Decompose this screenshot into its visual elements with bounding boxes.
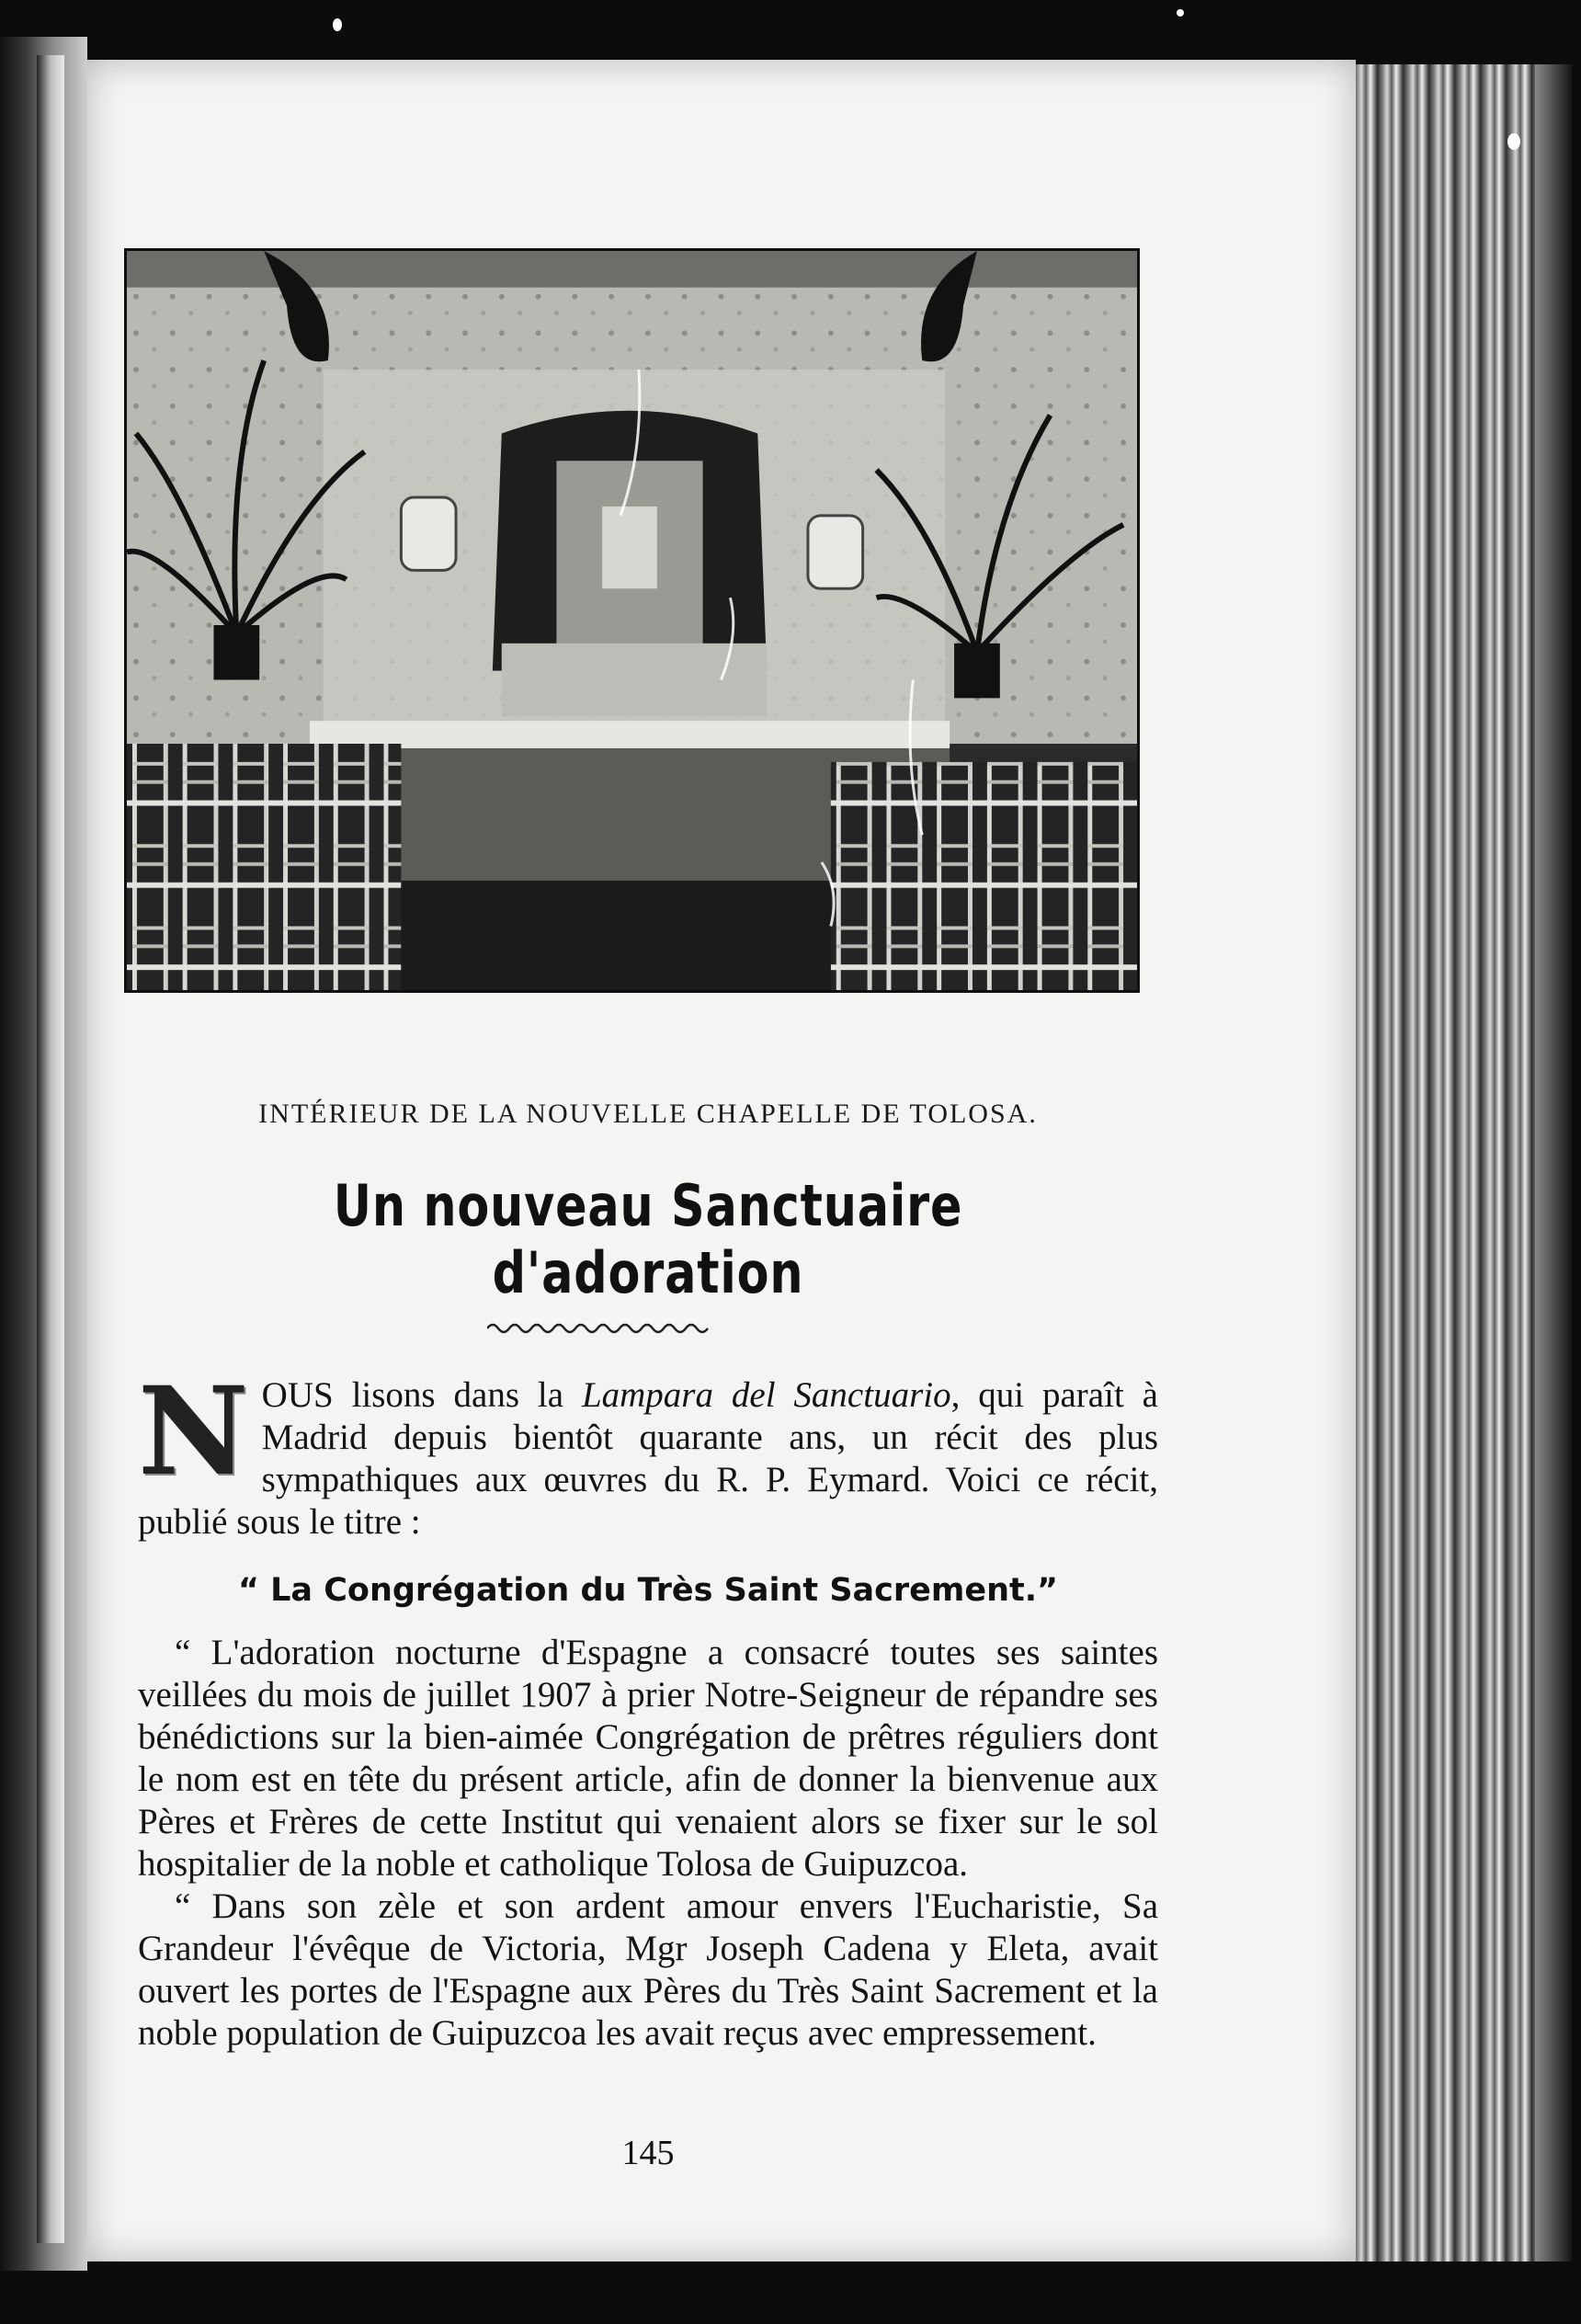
chapel-photograph [124, 248, 1140, 993]
book-page [87, 60, 1356, 2261]
drop-cap-letter: N [138, 1361, 249, 1503]
paragraph-bishop: “ Dans son zèle et son ardent amour envers l'Eucharistie, Sa Grandeur l'évêque de Victoria, Mgr Joseph Cadena y Eleta, avait ouvert les portes de l'Espagne aux Pères du Très Saint Sacrement et la noble population de Guipuzcoa les avait reçus avec empressement. [138, 1886, 1158, 2053]
intro-text-end: , qui paraît à Madrid depuis bientôt quarante ans, un récit des plus sympathiques aux œuvres du R. P. Eymard. Voici ce récit, publié sous le titre : [138, 1375, 1158, 1542]
article-title: Un nouveau Sanctuaire d'adoration [333, 1172, 963, 1306]
left-page-edge [37, 55, 64, 2243]
article-body [138, 1361, 1158, 2055]
paragraph-adoration: “ L'adoration nocturne d'Espagne a consacré toutes ses saintes veillées du mois de juillet 1907 à prier Notre-Seigneur de répandre ses bénédictions sur la bien-aimée Congrégation de prêtres réguliers dont le nom est en tête du présent article, afin de donner la bienvenue aux Pères et Frères de cette Institut qui venaient alors se fixer sur le sol hospitalier de la noble et catholique Tolosa de Guipuzcoa. [138, 1633, 1158, 1884]
film-speck [1507, 133, 1520, 150]
paragraph-intro [138, 1361, 1158, 1544]
intro-text-start: OUS lisons dans la [261, 1375, 582, 1415]
journal-name: Lampara del Sanctuario [581, 1375, 951, 1415]
film-speck [1177, 9, 1184, 17]
photo-caption: INTÉRIEUR DE LA NOUVELLE CHAPELLE DE TOLOSA. [258, 1099, 1038, 1129]
film-speck [333, 18, 342, 31]
page-stack-edge [1351, 64, 1572, 2261]
page-number: 145 [621, 2134, 675, 2172]
article-subheading: “ La Congrégation du Très Saint Sacrement.” [237, 1572, 1059, 1609]
decorative-divider [487, 1319, 717, 1338]
